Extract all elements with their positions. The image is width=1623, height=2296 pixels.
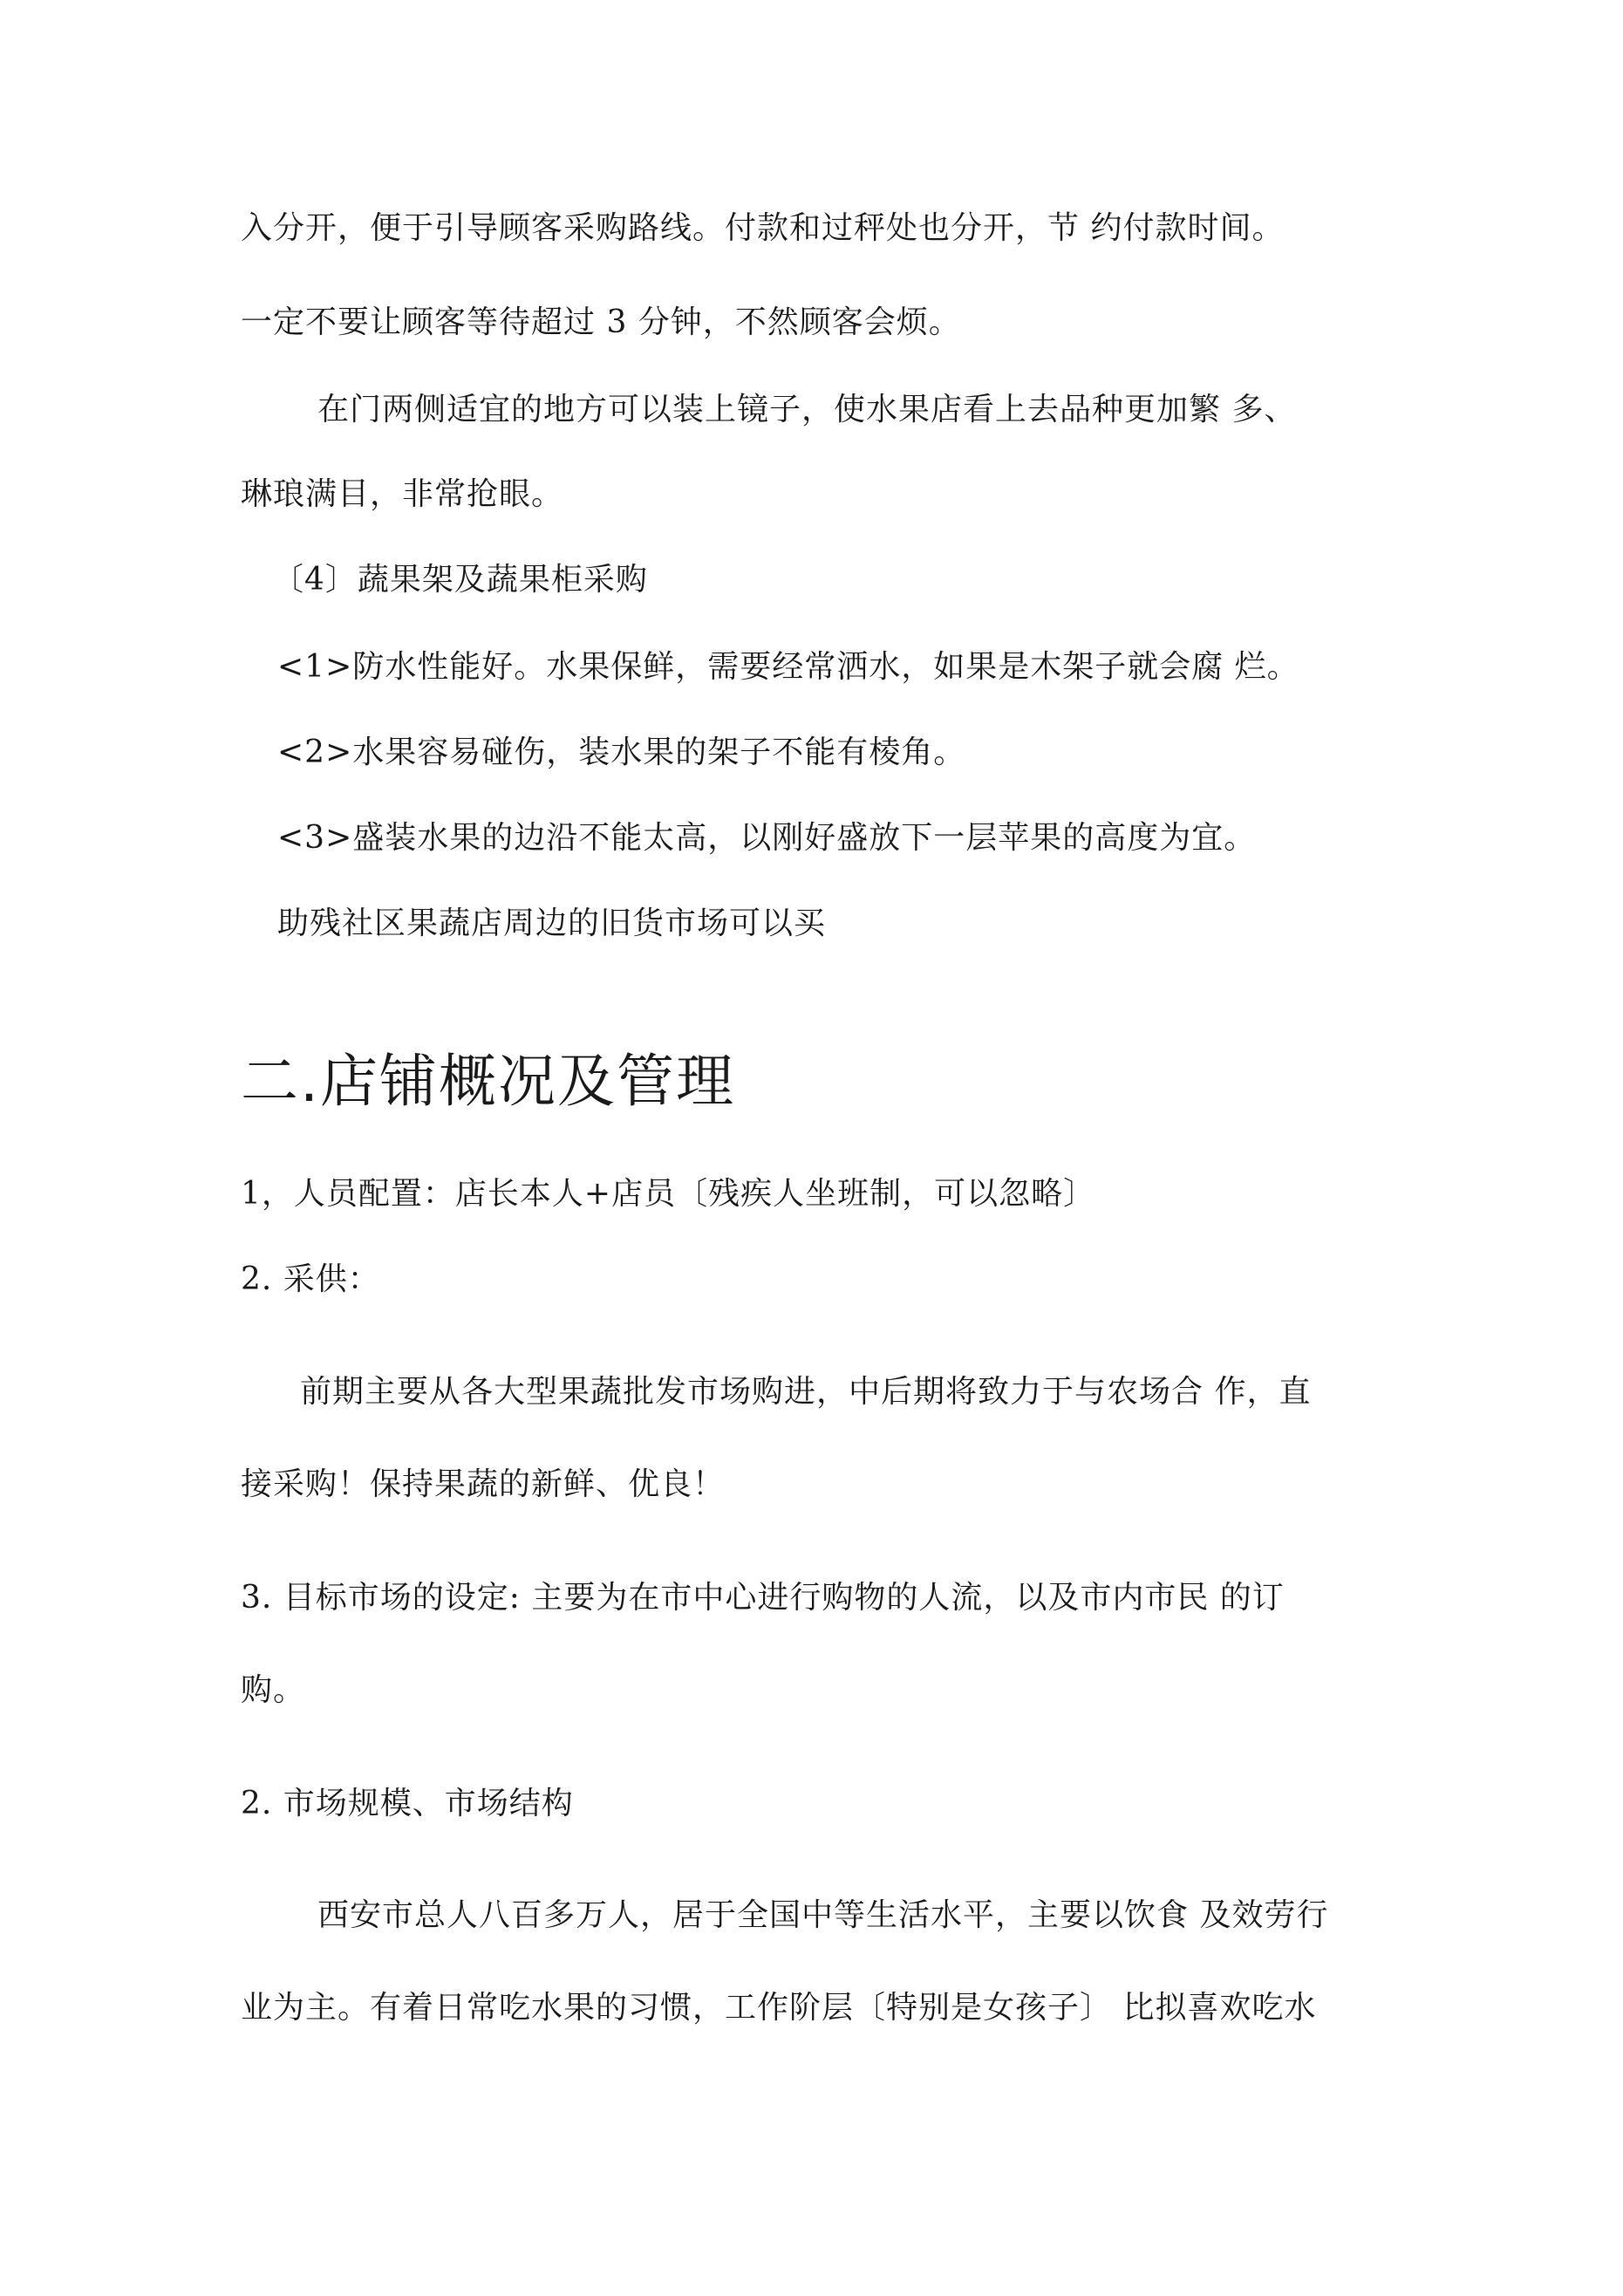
paragraph-line: 助残社区果蔬店周边的旧货市场可以买	[277, 905, 827, 941]
paragraph-line: 接采购！保持果蔬的新鲜、优良！	[241, 1466, 726, 1502]
section-heading: 二.店铺概况及管理	[241, 1048, 735, 1115]
subsection-label: 〔4〕蔬果架及蔬果柜采购	[272, 562, 648, 598]
list-item: 2. 采供：	[241, 1261, 380, 1297]
paragraph-line: 入分开，便于引导顾客采购路线。付款和过秤处也分开，节 约付款时间。	[241, 210, 1285, 246]
list-item: <1>防水性能好。水果保鲜，需要经常洒水，如果是木架子就会腐 烂。	[277, 649, 1299, 685]
paragraph-line: 业为主。有着日常吃水果的习惯，工作阶层〔特别是女孩子〕 比拟喜欢吃水	[241, 1990, 1317, 2026]
paragraph-line: 琳琅满目，非常抢眼。	[241, 476, 564, 512]
paragraph-line: 在门两侧适宜的地方可以装上镜子，使水果店看上去品种更加繁 多、	[317, 392, 1297, 427]
paragraph-line: 西安市总人八百多万人，居于全国中等生活水平，主要以饮食 及效劳行	[317, 1897, 1329, 1933]
list-item: <3>盛装水果的边沿不能太高，以刚好盛放下一层苹果的高度为宜。	[277, 820, 1257, 856]
paragraph-line: 前期主要从各大型果蔬批发市场购进，中后期将致力于与农场合 作，直	[300, 1374, 1312, 1410]
paragraph-line: 购。	[241, 1672, 306, 1708]
list-item: 3. 目标市场的设定: 主要为在市中心进行购物的人流，以及市内市民 的订	[241, 1580, 1285, 1616]
paragraph-line: 一定不要让顾客等待超过 3 分钟，不然顾客会烦。	[241, 304, 961, 340]
list-item: 2. 市场规模、市场结构	[241, 1786, 574, 1821]
list-item: <2>水果容易碰伤，装水果的架子不能有棱角。	[277, 735, 966, 770]
list-item: 1，人员配置：店长本人+店员〔残疾人坐班制，可以忽略〕	[241, 1176, 1096, 1212]
